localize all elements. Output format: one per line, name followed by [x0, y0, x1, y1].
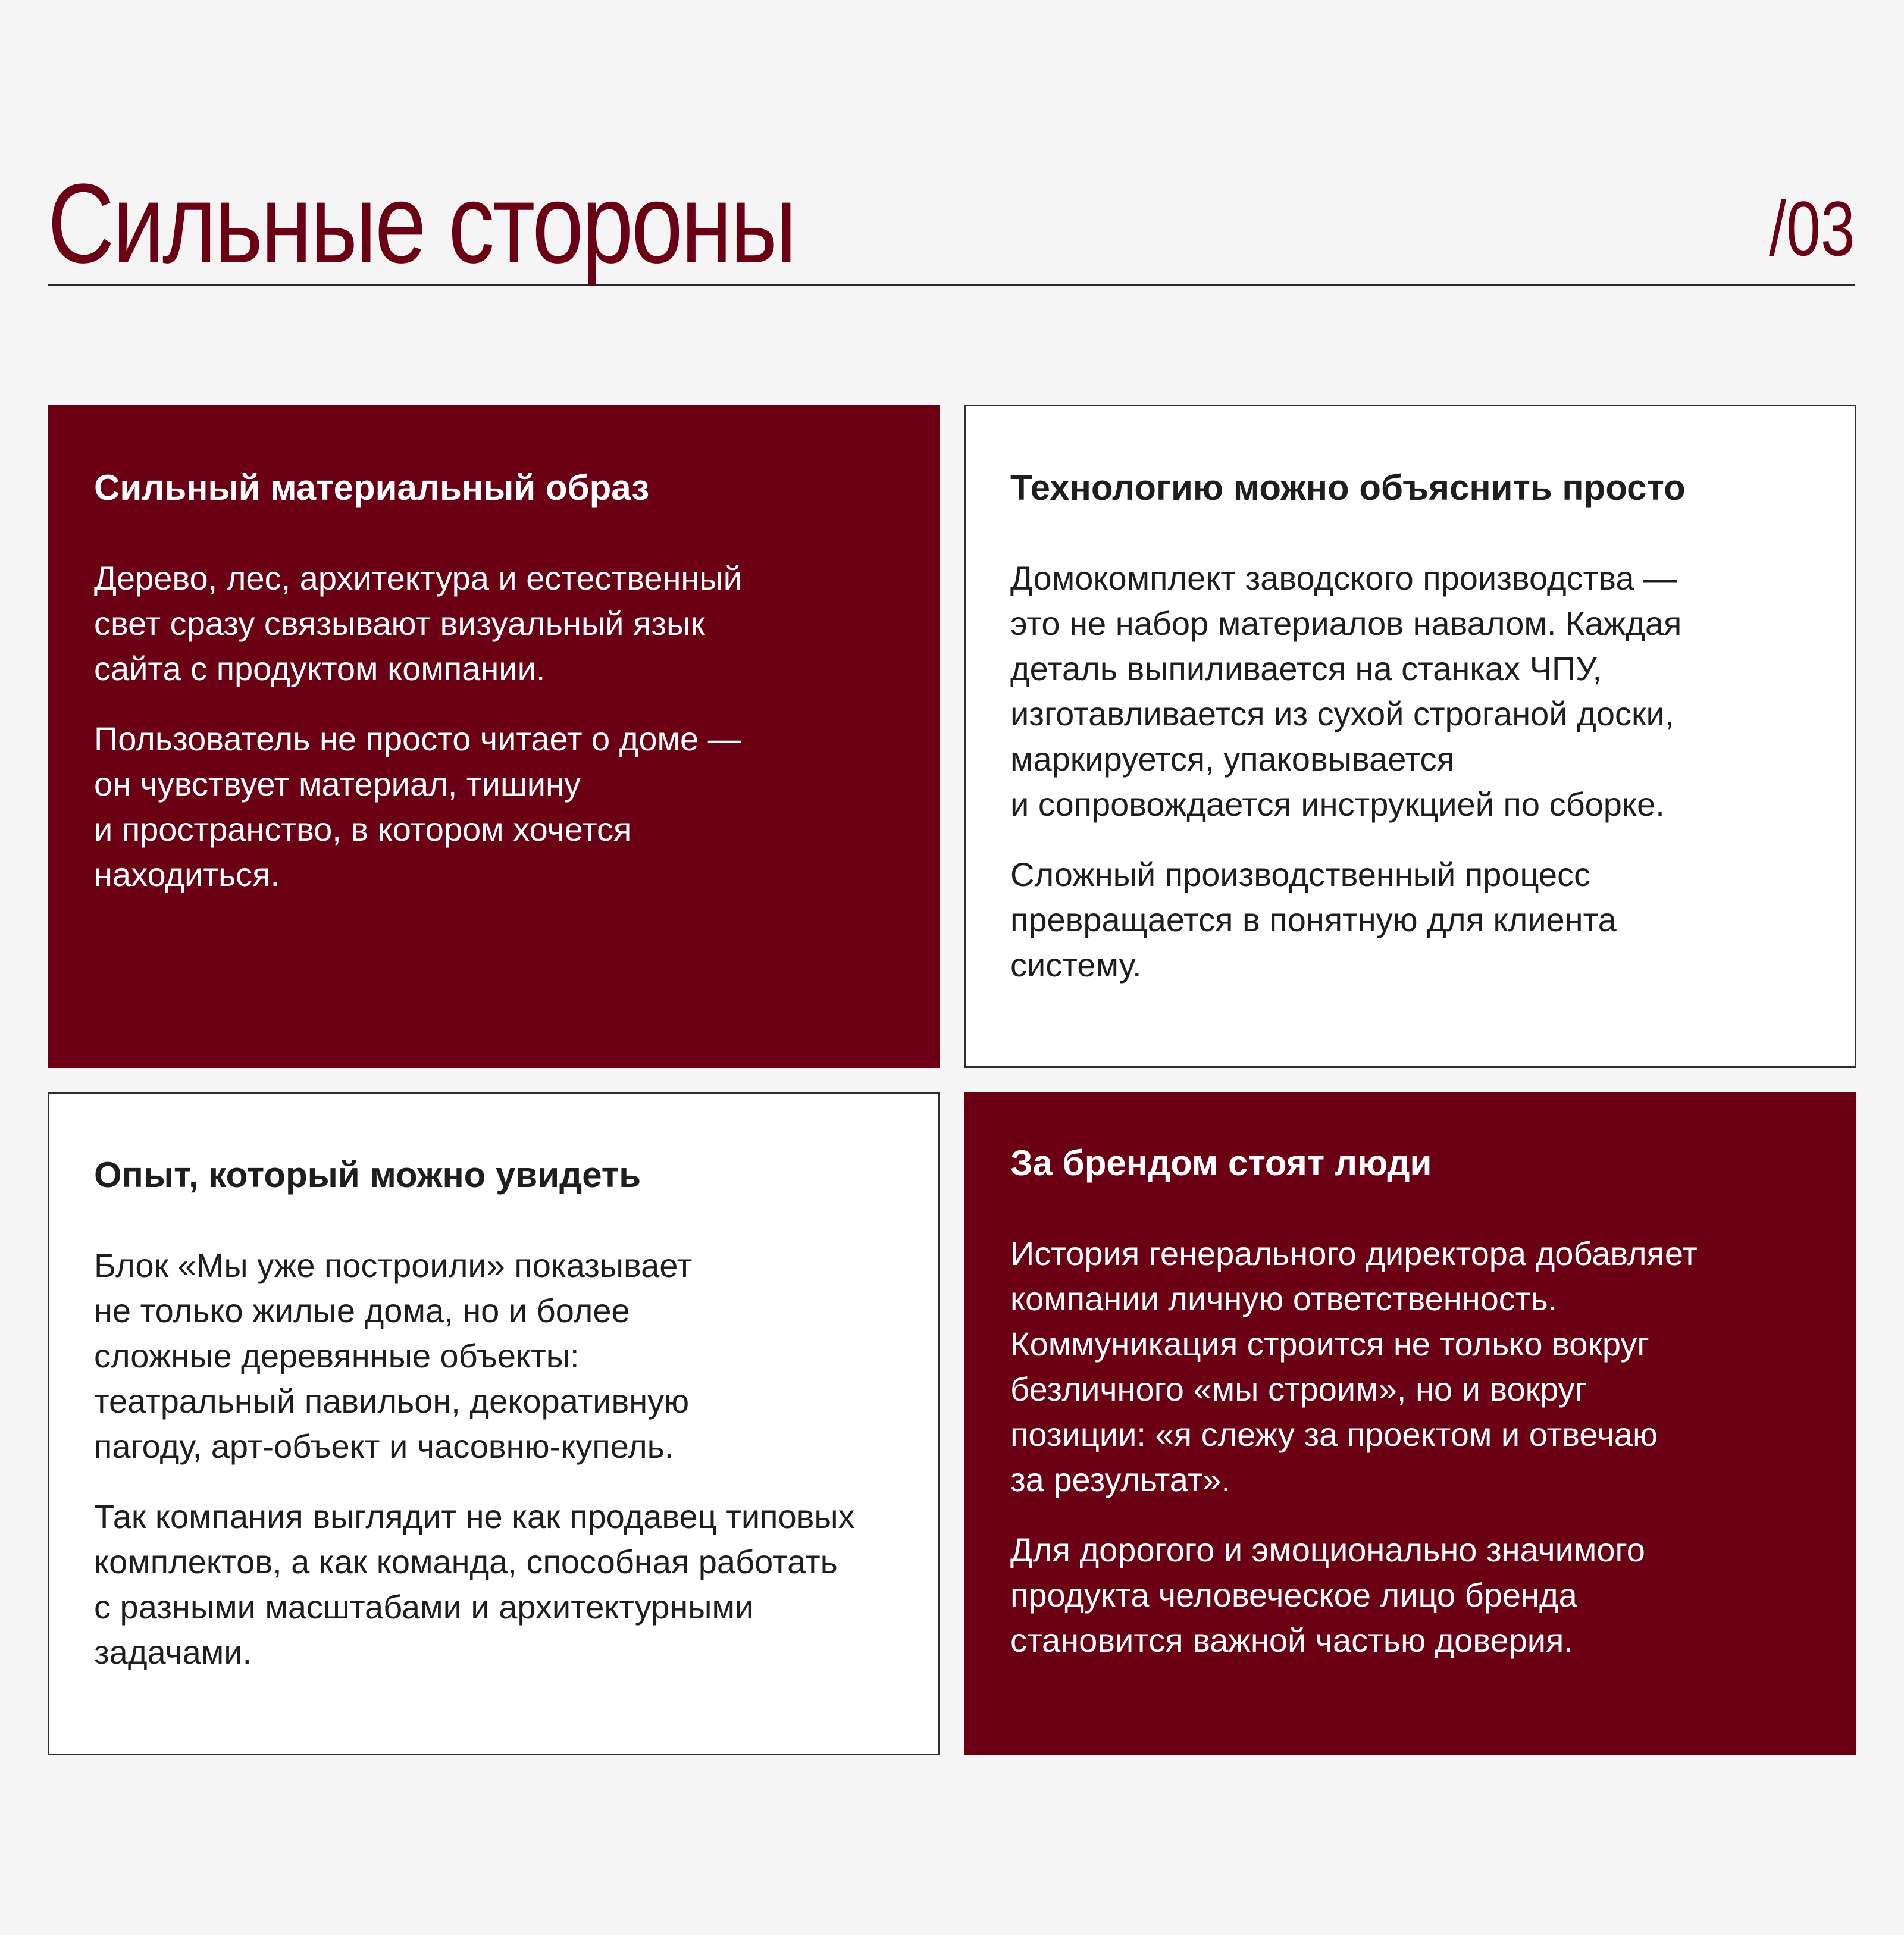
card-title: За брендом стоят люди — [1010, 1143, 1432, 1183]
card-people — [964, 1092, 1856, 1755]
card-experience — [48, 1092, 940, 1755]
card-paragraph: Сложный производственный процесс превращается в понятную для клиента систему. — [1010, 856, 1617, 984]
card-paragraph: История генерального директора добавляет компании личную ответственность. Коммуникация строится не только вокруг безличного «мы строим», но и вокруг позиции: «я слежу за проектом и отвечаю за результат». — [1010, 1235, 1698, 1498]
card-body — [1010, 1231, 1810, 1663]
card-body — [94, 1243, 894, 1675]
card-paragraph: Так компания выглядит не как продавец типовых комплектов, а как команда, способная работать с разными масштабами и архитектурными задачами. — [94, 1498, 855, 1671]
card-body — [94, 556, 894, 897]
card-paragraph: Пользователь не просто читает о доме — он чувствует материал, тишину и пространство, в котором хочется находиться. — [94, 720, 741, 893]
page-title: Сильные стороны — [48, 161, 795, 287]
card-paragraph: Домокомплект заводского производства — это не набор материалов навалом. Каждая деталь выпиливается на станках ЧПУ, изготавливается из сухой строганой доски, маркируется, упаковывается и сопровождается инструкцией по сборке. — [1010, 559, 1682, 823]
card-paragraph: Для дорогого и эмоционально значимого продукта человеческое лицо бренда становится важной частью доверия. — [1010, 1531, 1645, 1659]
card-body — [1010, 556, 1810, 988]
card-material-image — [48, 405, 940, 1068]
header — [48, 161, 1855, 286]
card-title: Сильный материальный образ — [94, 468, 650, 508]
card-title: Опыт, который можно увидеть — [94, 1155, 641, 1195]
page-number: /03 — [1769, 185, 1855, 272]
card-technology — [964, 405, 1856, 1068]
card-title: Технологию можно объяснить просто — [1010, 468, 1686, 508]
card-paragraph: Блок «Мы уже построили» показывает не только жилые дома, но и более сложные деревянные объекты: театральный павильон, декоративную пагоду, арт-объект и часовню-купель. — [94, 1247, 693, 1465]
card-paragraph: Дерево, лес, архитектура и естественный свет сразу связывают визуальный язык сайта с продуктом компании. — [94, 559, 742, 687]
